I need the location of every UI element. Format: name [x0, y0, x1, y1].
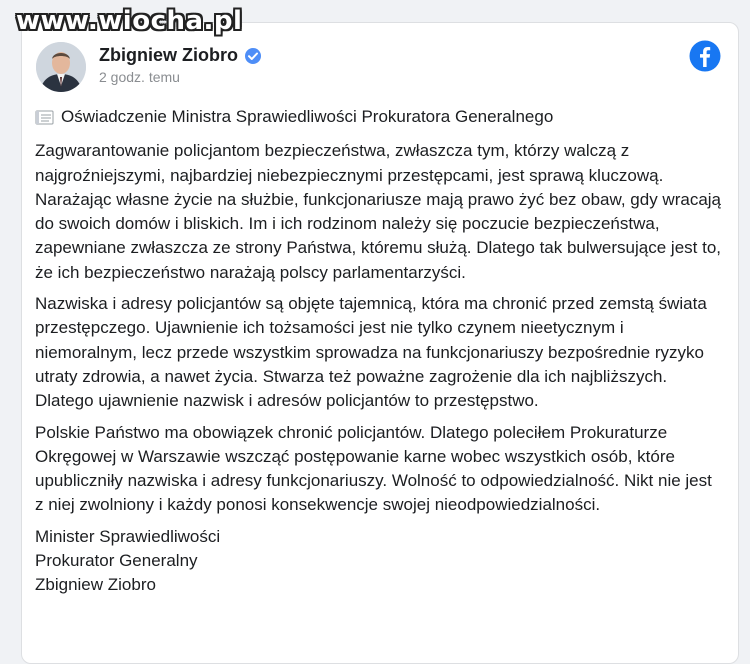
- post-headline: [35, 105, 725, 129]
- signature-line: Minister Sprawiedliwości: [35, 526, 221, 546]
- paragraph: Polskie Państwo ma obowiązek chronić policjantów. Dlatego poleciłem Prokuraturze Okręgowej w Warszawie wszcząć postępowanie karne wobec wszystkich osób, które upubliczniły nazwiska i adresy funkcjonariuszy. Wolność to odpowiedzialność. Nikt nie jest z niej zwolniony i każdy ponosi konsekwencje swojej nieodpowiedzialności.: [35, 422, 712, 515]
- author-name[interactable]: Zbigniew Ziobro: [99, 45, 238, 65]
- post-body: [35, 105, 725, 598]
- verified-badge-icon: [244, 47, 262, 65]
- signature: [35, 525, 725, 598]
- post-card: [21, 22, 739, 664]
- signature-line: Prokurator Generalny: [35, 551, 198, 571]
- document-icon: [35, 109, 54, 126]
- avatar-image: [36, 42, 86, 92]
- paragraph: Nazwiska i adresy policjantów są objęte tajemnicą, która ma chronić przed zemstą świata przestępczego. Ujawnienie ich tożsamości jest nie tylko czynem nieetycznym i niemoralnym, lecz przede wszystkim sprowadza na funkcjonariuszy bezpośrednie ryzyko utraty zdrowia, a nawet życia. Stwarza też poważne zagrożenie dla ich najbliższych. Dlatego ujawnienie nazwisk i adresów policjantów to przestępstwo.: [35, 294, 707, 411]
- author-row: [99, 45, 262, 66]
- site-watermark: www.wiocha.pl: [16, 6, 243, 36]
- signature-line: Zbigniew Ziobro: [35, 575, 156, 595]
- post-timestamp[interactable]: 2 godz. temu: [99, 69, 180, 85]
- headline-text: Oświadczenie Ministra Sprawiedliwości Prokuratora Generalnego: [61, 107, 554, 126]
- paragraph: Zagwarantowanie policjantom bezpieczeństwa, zwłaszcza tym, którzy walczą z najgroźniejszymi, najbardziej niebezpiecznymi przestępcami, jest sprawą kluczową. Narażając własne życie na służbie, funkcjonariusze mają prawo żyć bez obaw, gdy wracają do swoich domów i bliskich. Im i ich rodzinom należy się poczucie bezpieczeństwa, zapewniane zwłaszcza ze strony Państwa, któremu służą. Dlatego tak bulwersujące jest to, że ich bezpieczeństwo narażają polscy parlamentarzyści.: [35, 141, 722, 282]
- facebook-icon[interactable]: [689, 40, 721, 72]
- avatar[interactable]: [36, 42, 86, 92]
